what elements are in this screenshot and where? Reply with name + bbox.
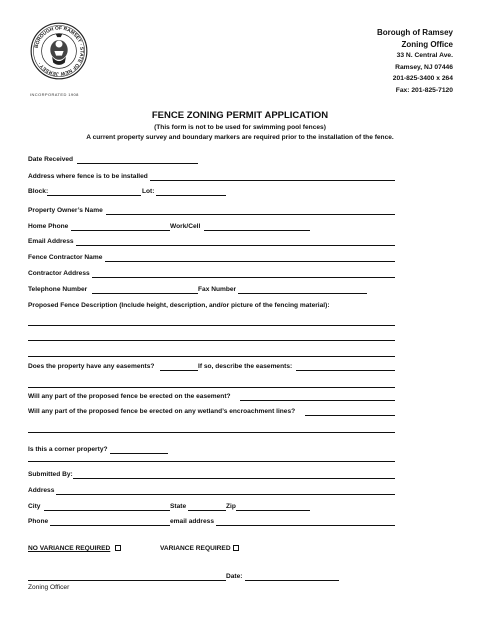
easements-describe-line-2[interactable] xyxy=(28,387,395,388)
city-label: City xyxy=(28,503,41,510)
description-line-2[interactable] xyxy=(28,340,395,341)
email-label: Email Address xyxy=(28,238,74,245)
variance-label: VARIANCE REQUIRED xyxy=(160,545,231,552)
fax-field[interactable] xyxy=(238,293,367,294)
zoning-officer-signature-field[interactable] xyxy=(28,580,226,581)
date-received-field[interactable] xyxy=(77,163,198,164)
block-field[interactable] xyxy=(47,195,141,196)
contractor-address-field[interactable] xyxy=(92,277,395,278)
state-field[interactable] xyxy=(188,510,226,511)
office-name: Borough of Ramsey xyxy=(376,28,453,37)
corner-property-line-2[interactable] xyxy=(28,461,395,462)
office-city: Ramsey, NJ 07446 xyxy=(395,63,453,71)
office-address-block xyxy=(377,27,453,96)
easements-question-label: Does the property have any easements? xyxy=(28,363,155,370)
seal-caption: INCORPORATED 1908 xyxy=(30,92,79,97)
description-line-1[interactable] xyxy=(28,325,395,326)
date-label: Date: xyxy=(226,573,243,580)
home-phone-field[interactable] xyxy=(71,230,170,231)
submitter-email-label: email address xyxy=(170,518,214,525)
description-label: Proposed Fence Description (Include height, description, and/or picture of the fencing material): xyxy=(28,302,330,309)
wetland-line-2[interactable] xyxy=(28,432,395,433)
easements-describe-field[interactable] xyxy=(296,370,395,371)
borough-seal-logo xyxy=(30,22,88,80)
corner-property-field[interactable] xyxy=(110,453,168,454)
zip-field[interactable] xyxy=(236,510,310,511)
telephone-field[interactable] xyxy=(92,293,198,294)
lot-label: Lot: xyxy=(142,188,155,195)
svg-text:BOROUGH OF RAMSEY · STATE OF N: BOROUGH OF RAMSEY · STATE OF NEW JERSEY · xyxy=(34,26,84,76)
city-field[interactable] xyxy=(44,510,170,511)
zip-label: Zip xyxy=(226,503,236,510)
no-variance-checkbox[interactable] xyxy=(115,545,121,551)
home-phone-label: Home Phone xyxy=(28,223,69,230)
submitter-email-field[interactable] xyxy=(216,525,395,526)
contractor-name-field[interactable] xyxy=(105,261,395,262)
work-cell-label: Work/Cell xyxy=(170,223,201,230)
erected-easement-field[interactable] xyxy=(240,400,395,401)
lot-field[interactable] xyxy=(156,195,226,196)
state-label: State xyxy=(170,503,187,510)
wetland-field[interactable] xyxy=(305,415,395,416)
date-field[interactable] xyxy=(245,580,339,581)
office-phone: 201-825-3400 x 264 xyxy=(392,75,453,82)
fax-label: Fax Number xyxy=(198,286,237,293)
zoning-officer-label: Zoning Officer xyxy=(28,584,70,591)
office-fax: Fax: 201-825-7120 xyxy=(395,86,453,94)
owner-name-field[interactable] xyxy=(106,214,395,215)
phone-field[interactable] xyxy=(50,525,170,526)
contractor-address-label: Contractor Address xyxy=(28,270,90,277)
no-variance-label: NO VARIANCE REQUIRED xyxy=(28,545,111,552)
telephone-label: Telephone Number xyxy=(28,286,88,293)
contractor-name-label: Fence Contractor Name xyxy=(28,254,103,261)
easements-answer-field[interactable] xyxy=(160,370,198,371)
wetland-label: Will any part of the proposed fence be erected on any wetland’s encroachment lines? xyxy=(28,408,296,415)
address-label: Address xyxy=(28,487,55,494)
block-label: Block: xyxy=(28,188,49,195)
easements-describe-label: If so, describe the easements: xyxy=(198,363,293,370)
fence-address-label: Address where fence is to be installed xyxy=(28,173,148,180)
office-street: 33 N. Central Ave. xyxy=(396,52,453,59)
phone-label: Phone xyxy=(28,518,49,525)
description-line-3[interactable] xyxy=(28,356,395,357)
erected-easement-label: Will any part of the proposed fence be erected on the easement? xyxy=(28,393,231,400)
variance-checkbox[interactable] xyxy=(233,545,239,551)
submitted-by-label: Submitted By: xyxy=(28,471,73,478)
corner-property-label: Is this a corner property? xyxy=(28,446,108,453)
work-cell-field[interactable] xyxy=(204,230,310,231)
fence-address-field[interactable] xyxy=(150,180,395,181)
form-subtitle-pool: (This form is not to be used for swimming pool fences) xyxy=(154,124,326,131)
owner-name-label: Property Owner’s Name xyxy=(28,207,103,214)
form-subtitle-survey: A current property survey and boundary markers are required prior to the installation of the fence. xyxy=(86,134,394,141)
office-dept: Zoning Office xyxy=(401,39,453,49)
email-field[interactable] xyxy=(76,245,395,246)
date-received-label: Date Received xyxy=(28,156,74,163)
form-title: FENCE ZONING PERMIT APPLICATION xyxy=(151,110,329,121)
submitted-by-field[interactable] xyxy=(73,478,395,479)
address-field[interactable] xyxy=(56,494,395,495)
